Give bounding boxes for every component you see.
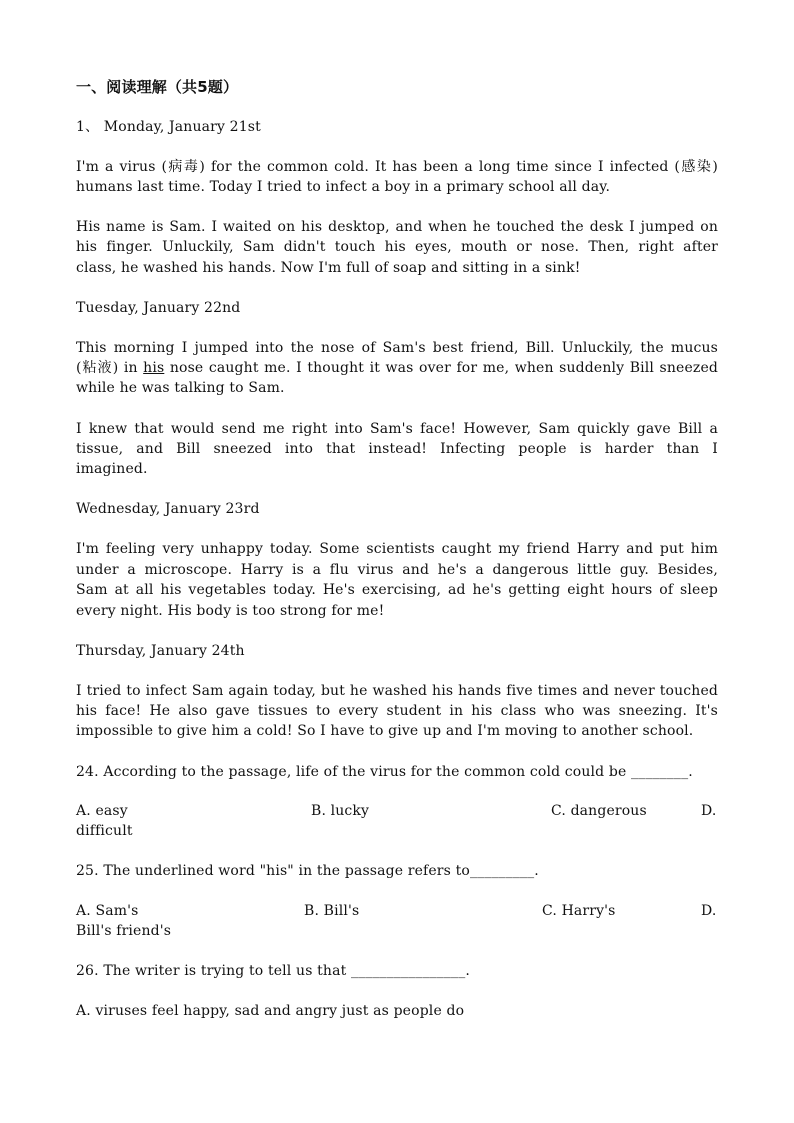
question-25-option-a: A. Sam's — [76, 903, 139, 919]
question-25-stem: 25. The underlined word "his" in the passage refers to_________. — [76, 863, 539, 879]
date-heading-wednesday: Wednesday, January 23rd — [76, 501, 260, 517]
question-26-option-a: A. viruses feel happy, sad and angry just as people do — [76, 1003, 465, 1019]
paragraph-5-line-2: under a microscope. Harry is a flu virus and he's a dangerous little guy. Besides, — [76, 562, 718, 578]
paragraph-2-line-1: His name is Sam. I waited on his desktop, and when he touched the desk I jumped on — [76, 219, 718, 235]
question-26-stem: 26. The writer is trying to tell us that ________________. — [76, 963, 470, 979]
paragraph-4-line-1: I knew that would send me right into Sam's face! However, Sam quickly gave Bill a — [76, 421, 718, 437]
paragraph-5-line-4: every night. His body is too strong for me! — [76, 603, 385, 619]
question-25-option-d: D. — [701, 903, 717, 919]
paragraph-3-line-2-end: nose caught me. I thought it was over for me, when suddenly Bill sneezed — [164, 360, 718, 376]
question-24-option-d-text: difficult — [76, 823, 133, 839]
paragraph-2-line-2: his finger. Unluckily, Sam didn't touch his eyes, mouth or nose. Then, right after — [76, 239, 718, 255]
paragraph-5-line-1: I'm feeling very unhappy today. Some scientists caught my friend Harry and put him — [76, 541, 718, 557]
question-25-option-c: C. Harry's — [542, 903, 616, 919]
question-24-option-b: B. lucky — [311, 803, 370, 819]
paragraph-3-line-2-start: (粘液) in — [76, 360, 144, 376]
paragraph-1-line-2: humans last time. Today I tried to infect a boy in a primary school all day. — [76, 179, 611, 195]
underlined-word-his: his — [143, 360, 165, 376]
paragraph-3-line-1: This morning I jumped into the nose of Sam's best friend, Bill. Unluckily, the mucus — [76, 340, 718, 356]
paragraph-6-line-2: his face! He also gave tissues to every student in his class who was sneezing. It's — [76, 703, 718, 719]
paragraph-4-line-3: imagined. — [76, 461, 148, 477]
paragraph-5-line-3: Sam at all his vegetables today. He's exercising, ad he's getting eight hours of sleep — [76, 582, 718, 598]
paragraph-6-line-3: impossible to give him a cold! So I have to give up and I'm moving to another school. — [76, 723, 694, 739]
question-24-stem: 24. According to the passage, life of the virus for the common cold could be ________. — [76, 764, 693, 780]
date-heading-thursday: Thursday, January 24th — [76, 643, 245, 659]
paragraph-1-line-1: I'm a virus (病毒) for the common cold. It has been a long time since I infected (感染) — [76, 159, 718, 175]
paragraph-3-line-2 — [76, 358, 718, 378]
question-24-option-d: D. — [701, 803, 717, 819]
question-25-option-b: B. Bill's — [304, 903, 360, 919]
paragraph-3-line-3: while he was talking to Sam. — [76, 380, 285, 396]
date-heading-tuesday: Tuesday, January 22nd — [76, 300, 241, 316]
question-1-header: 1、 Monday, January 21st — [76, 119, 261, 135]
paragraph-6-line-1: I tried to infect Sam again today, but he washed his hands five times and never touched — [76, 683, 718, 699]
paragraph-2-line-3: class, he washed his hands. Now I'm full of soap and sitting in a sink! — [76, 260, 581, 276]
question-24-option-c: C. dangerous — [551, 803, 647, 819]
section-title: 一、阅读理解（共5题） — [76, 78, 239, 96]
question-25-option-d-text: Bill's friend's — [76, 923, 172, 939]
paragraph-4-line-2: tissue, and Bill sneezed into that instead! Infecting people is harder than I — [76, 441, 718, 457]
question-24-option-a: A. easy — [76, 803, 128, 819]
